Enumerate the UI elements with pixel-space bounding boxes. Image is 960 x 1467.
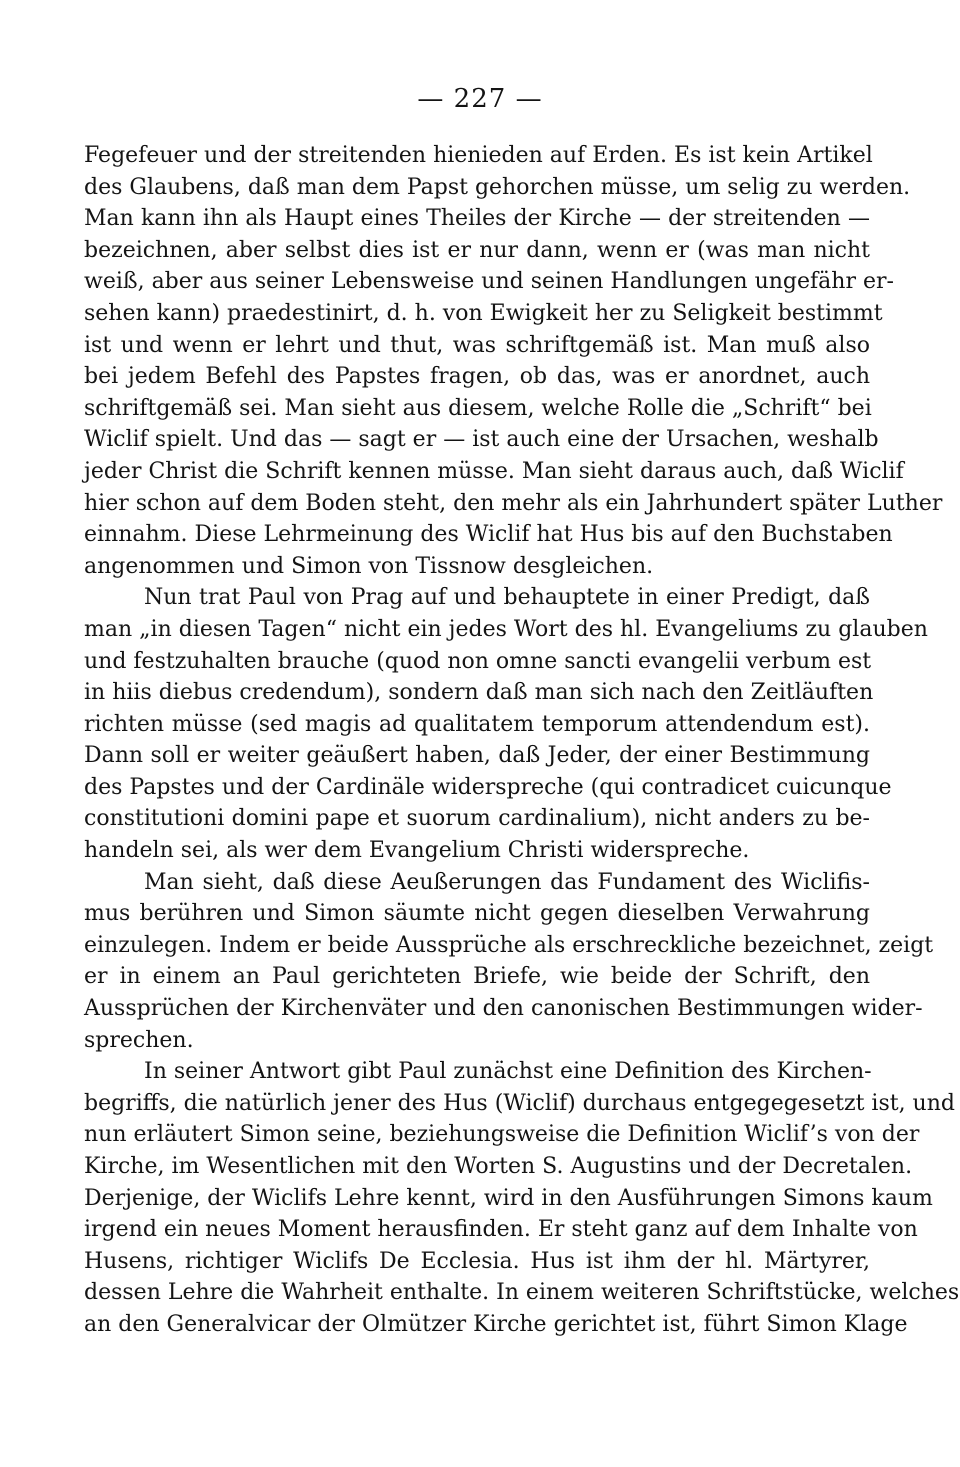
text-line: weiß, aber aus seiner Lebensweise und seinen Handlungen ungefähr er- — [84, 269, 894, 295]
text-line: hier schon auf dem Boden steht, den mehr als ein Jahrhundert später Luther — [84, 490, 943, 516]
text-line: handeln sei, als wer dem Evangelium Christi widerspreche. — [84, 838, 750, 864]
text-line: einzulegen. Indem er beide Aussprüche als erschreckliche bezeichnet, zeigt — [84, 932, 934, 958]
text-line: Dann soll er weiter geäußert haben, daß Jeder, der einer Bestimmung — [84, 743, 870, 769]
text-line: Man sieht, daß diese Aeußerungen das Fundament des Wiclifis- — [144, 869, 870, 895]
text-line: und festzuhalten brauche (quod non omne sancti evangelii verbum est — [84, 648, 872, 674]
text-line: angenommen und Simon von Tissnow desgleichen. — [84, 553, 654, 579]
paragraph — [84, 1056, 960, 1340]
text-line: Wiclif spielt. Und das — sagt er — ist auch eine der Ursachen, weshalb — [84, 427, 879, 453]
page-number: — 227 — — [417, 84, 543, 114]
text-line: einnahm. Diese Lehrmeinung des Wiclif hat Hus bis auf den Buchstaben — [84, 522, 893, 548]
text-line: Fegefeuer und der streitenden hienieden auf Erden. Es ist kein Artikel — [84, 143, 873, 168]
text-line: ist und wenn er lehrt und thut, was schriftgemäß ist. Man muß also — [84, 332, 870, 358]
text-line: Husens, richtiger Wiclifs De Ecclesia. Hus ist ihm der hl. Märtyrer, — [84, 1248, 870, 1274]
text-line: irgend ein neues Moment herausfinden. Er steht ganz auf dem Inhalte von — [84, 1217, 918, 1243]
text-line: des Papstes und der Cardinäle widerspreche (qui contradicet cuicunque — [84, 774, 892, 800]
text-line: jeder Christ die Schrift kennen müsse. Man sieht daraus auch, daß Wiclif — [84, 458, 904, 484]
text-line: mus berühren und Simon säumte nicht gegen dieselben Verwahrung — [84, 901, 870, 927]
text-line: Nun trat Paul von Prag auf und behauptete in einer Predigt, daß — [144, 585, 870, 611]
text-line: er in einem an Paul gerichteten Briefe, wie beide der Schrift, den — [84, 964, 870, 990]
paragraph — [84, 867, 934, 1057]
text-line: sprechen. — [84, 1027, 194, 1053]
text-line: richten müsse (sed magis ad qualitatem temporum attendendum est). — [84, 711, 870, 737]
text-line: sehen kann) praedestinirt, d. h. von Ewigkeit her zu Seligkeit bestimmt — [84, 300, 883, 326]
text-line: Derjenige, der Wiclifs Lehre kennt, wird in den Ausführungen Simons kaum — [84, 1185, 933, 1211]
text-line: an den Generalvicar der Olmützer Kirche gerichtet ist, führt Simon Klage — [84, 1311, 908, 1337]
text-line: constitutioni domini pape et suorum cardinalium), nicht anders zu be- — [84, 806, 870, 832]
text-line: bei jedem Befehl des Papstes fragen, ob das, was er anordnet, auch — [84, 364, 870, 390]
paragraph — [84, 582, 928, 866]
text-line: begriffs, die natürlich jener des Hus (Wiclif) durchaus entgegegesetzt ist, und — [84, 1090, 955, 1116]
text-line: man „in diesen Tagen“ nicht ein jedes Wort des hl. Evangeliums zu glauben — [84, 616, 928, 642]
text-line: des Glaubens, daß man dem Papst gehorchen müsse, um selig zu werden. — [84, 174, 911, 200]
text-line: dessen Lehre die Wahrheit enthalte. In einem weiteren Schriftstücke, welches — [84, 1280, 960, 1306]
text-line: Kirche, im Wesentlichen mit den Worten S. Augustins und der Decretalen. — [84, 1154, 913, 1179]
body-text — [84, 140, 960, 1341]
text-line: In seiner Antwort gibt Paul zunächst eine Definition des Kirchen- — [144, 1059, 872, 1085]
text-line: Aussprüchen der Kirchenväter und den canonischen Bestimmungen wider- — [84, 996, 923, 1022]
text-line: bezeichnen, aber selbst dies ist er nur dann, wenn er (was man nicht — [84, 237, 870, 263]
text-line: in hiis diebus credendum), sondern daß man sich nach den Zeitläuften — [84, 680, 874, 706]
text-line: schriftgemäß sei. Man sieht aus diesem, welche Rolle die „Schrift“ bei — [84, 395, 872, 421]
paragraph — [84, 140, 943, 582]
text-line: Man kann ihn als Haupt eines Theiles der Kirche — der streitenden — — [84, 206, 870, 232]
text-line: nun erläutert Simon seine, beziehungsweise die Definition Wiclif’s von der — [84, 1122, 920, 1148]
